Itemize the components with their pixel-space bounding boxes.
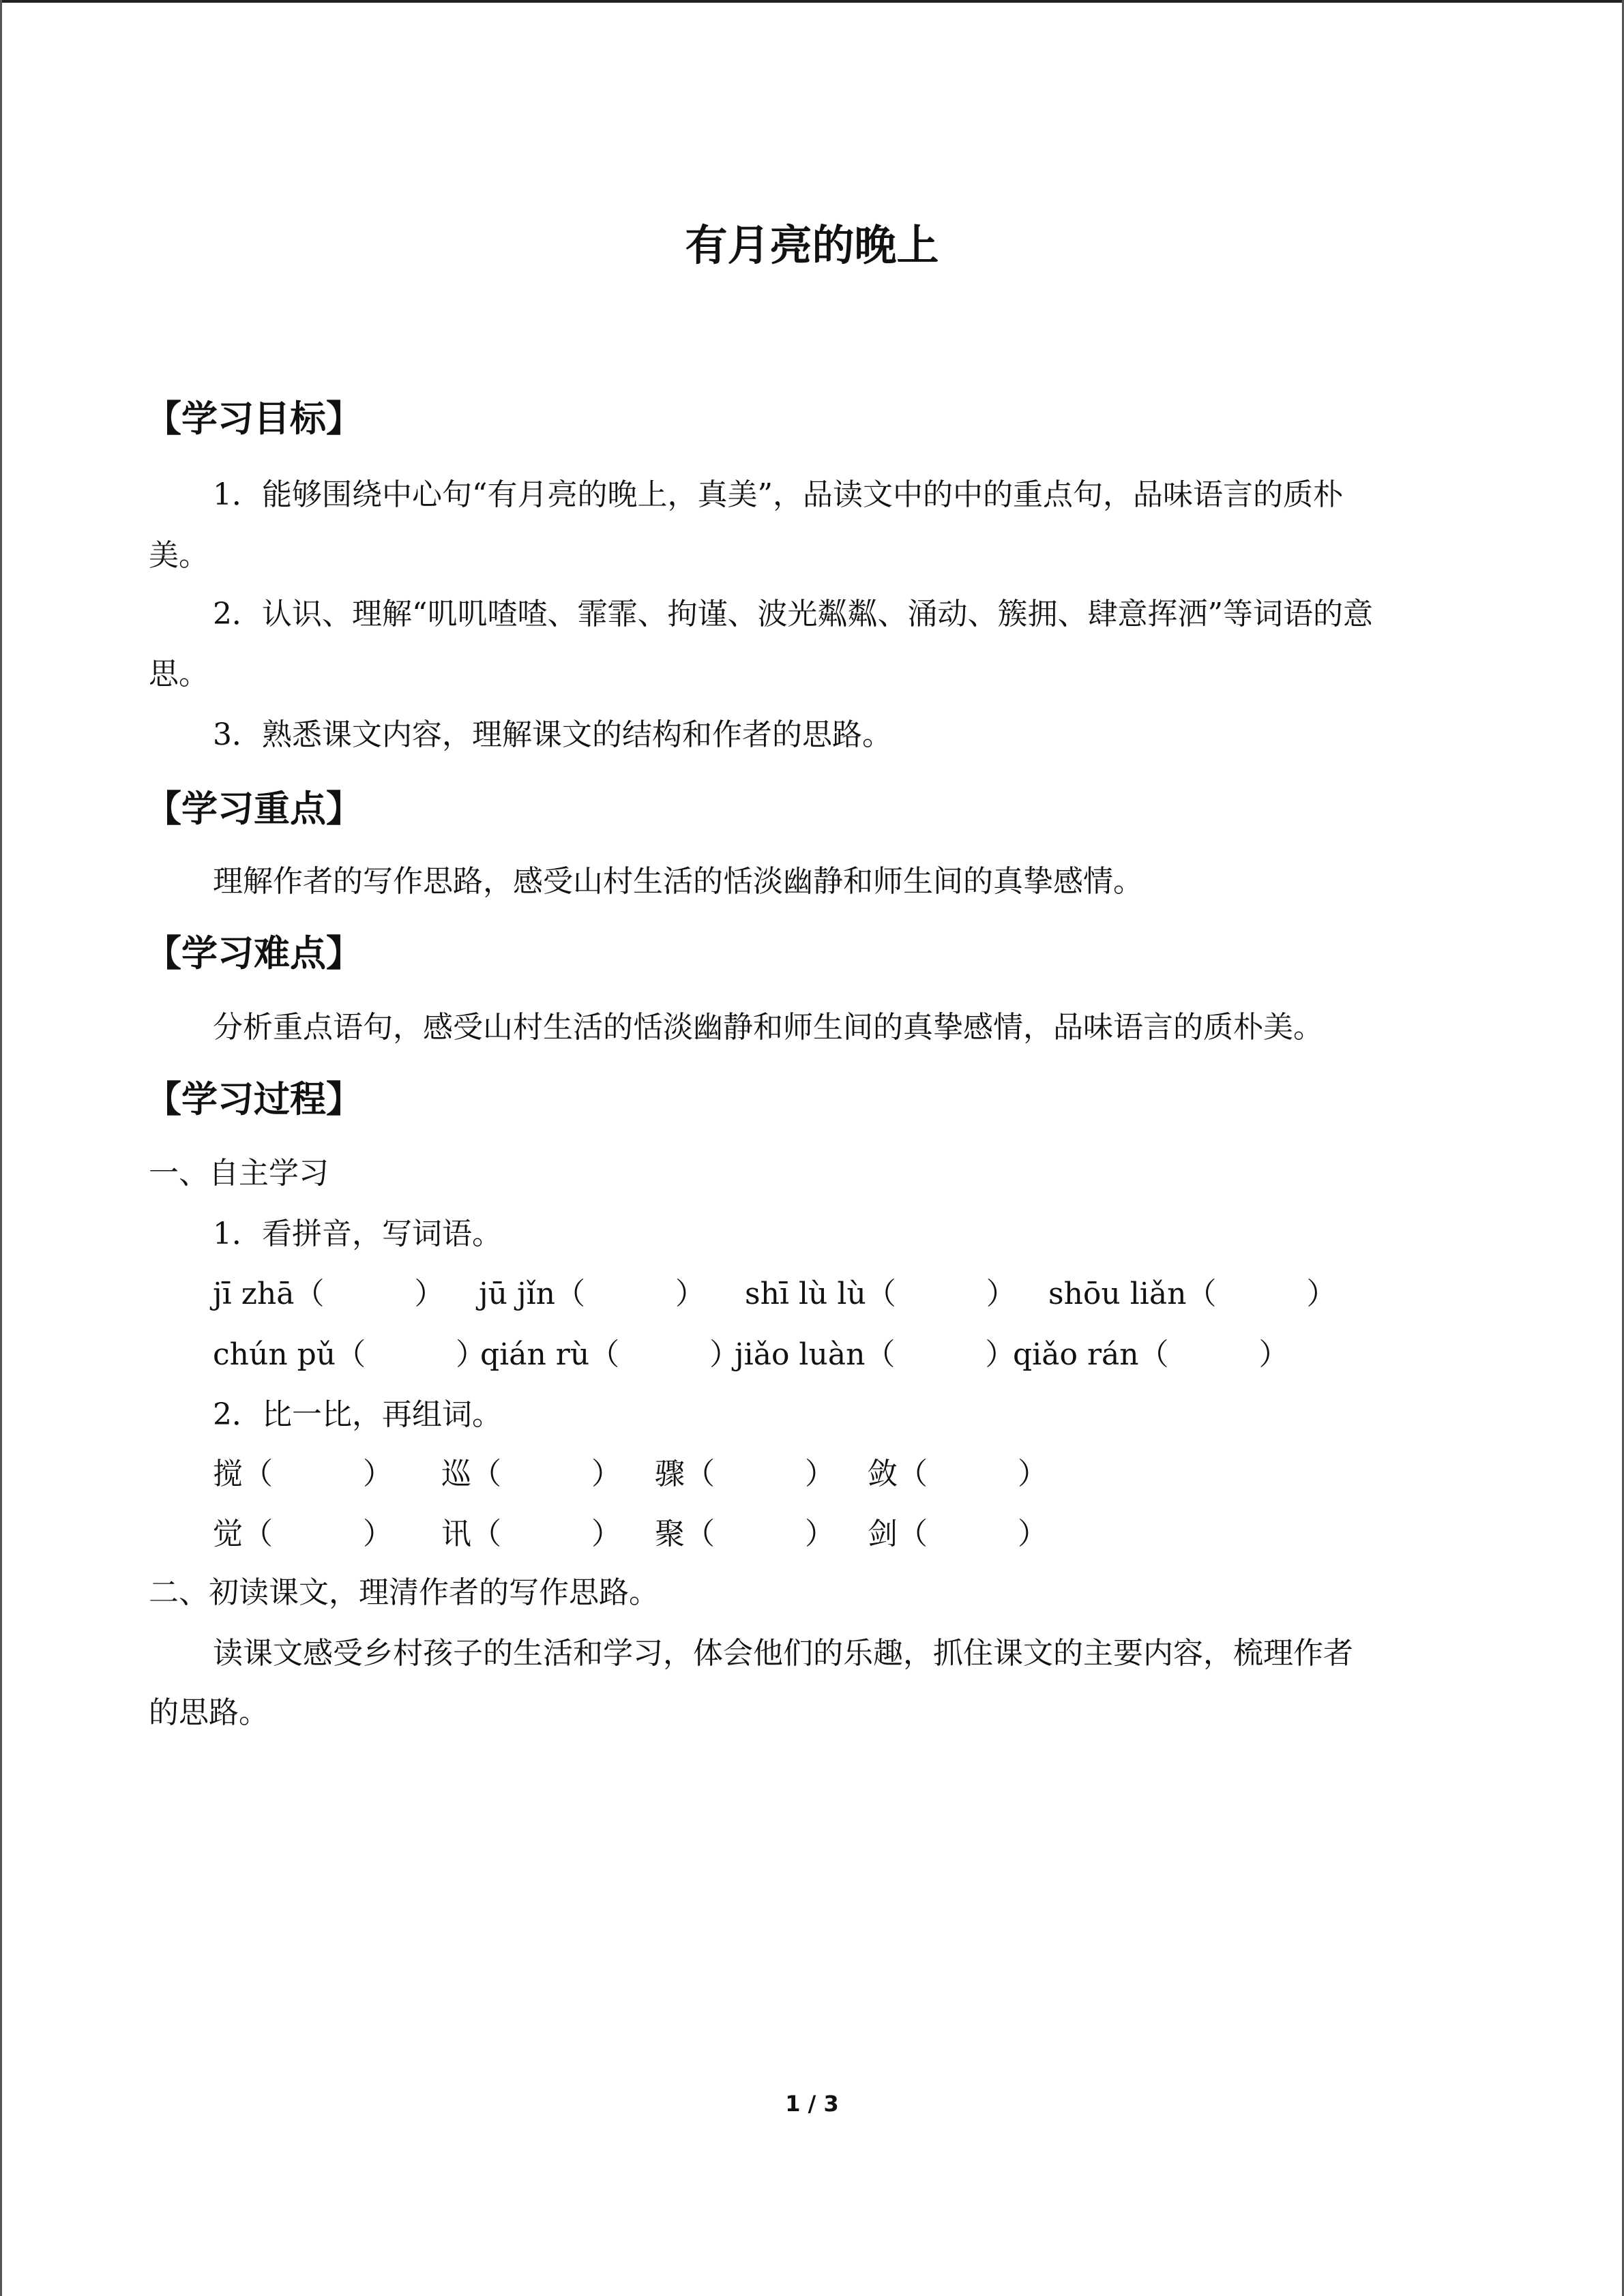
heading-learning-difficulty: 【学习难点】 <box>145 933 362 974</box>
pinyin-blank: qiǎo rán（ ） <box>1013 1337 1289 1372</box>
compare-blank: 搅（ ） <box>213 1457 393 1491</box>
page-left-border <box>0 0 2 2296</box>
pinyin-blank: qián rù（ ） <box>480 1337 740 1372</box>
pinyin-blank: jī zhā（ ） <box>213 1277 445 1311</box>
compare-blank: 聚（ ） <box>655 1517 835 1551</box>
compare-blank: 敛（ ） <box>868 1457 1048 1491</box>
pinyin-blank: shī lù lù（ ） <box>745 1277 1016 1311</box>
page-title: 有月亮的晚上 <box>685 220 939 270</box>
heading-learning-focus: 【学习重点】 <box>145 788 362 830</box>
question-1: 1．看拼音，写词语。 <box>213 1217 502 1251</box>
compare-blank: 剑（ ） <box>868 1517 1048 1551</box>
part-2-text-line-2: 的思路。 <box>149 1695 269 1730</box>
compare-blank: 觉（ ） <box>213 1517 393 1551</box>
goal-1-line-1: 1．能够围绕中心句“有月亮的晚上，真美”，品读文中的中的重点句，品味语言的质朴 <box>213 477 1343 512</box>
compare-blank: 讯（ ） <box>441 1517 621 1551</box>
part-1-title: 一、自主学习 <box>149 1156 329 1191</box>
page-top-border <box>0 0 1624 3</box>
goal-2-line-2: 思。 <box>149 657 209 691</box>
heading-learning-goals: 【学习目标】 <box>145 398 362 440</box>
goal-2-line-1: 2．认识、理解“叽叽喳喳、霏霏、拘谨、波光粼粼、涌动、簇拥、肆意挥洒”等词语的意 <box>213 597 1373 631</box>
pinyin-blank: chún pǔ（ ） <box>213 1337 486 1372</box>
pinyin-blank: shōu liǎn（ ） <box>1048 1277 1337 1311</box>
pinyin-blank: jiǎo luàn（ ） <box>735 1337 1016 1372</box>
goal-1-line-2: 美。 <box>149 538 209 573</box>
pinyin-blank: jū jǐn（ ） <box>479 1277 706 1311</box>
difficulty-text: 分析重点语句，感受山村生活的恬淡幽静和师生间的真挚感情，品味语言的质朴美。 <box>213 1010 1323 1045</box>
part-2-text-line-1: 读课文感受乡村孩子的生活和学习，体会他们的乐趣，抓住课文的主要内容，梳理作者 <box>213 1636 1353 1671</box>
question-2: 2．比一比，再组词。 <box>213 1397 502 1432</box>
compare-blank: 巡（ ） <box>441 1457 621 1491</box>
goal-3: 3．熟悉课文内容，理解课文的结构和作者的思路。 <box>213 717 892 752</box>
page-number: 1 / 3 <box>785 2091 839 2117</box>
compare-blank: 骤（ ） <box>655 1457 835 1491</box>
focus-text: 理解作者的写作思路，感受山村生活的恬淡幽静和师生间的真挚感情。 <box>213 864 1143 899</box>
heading-learning-process: 【学习过程】 <box>145 1079 362 1120</box>
part-2-title: 二、初读课文，理清作者的写作思路。 <box>149 1575 659 1610</box>
